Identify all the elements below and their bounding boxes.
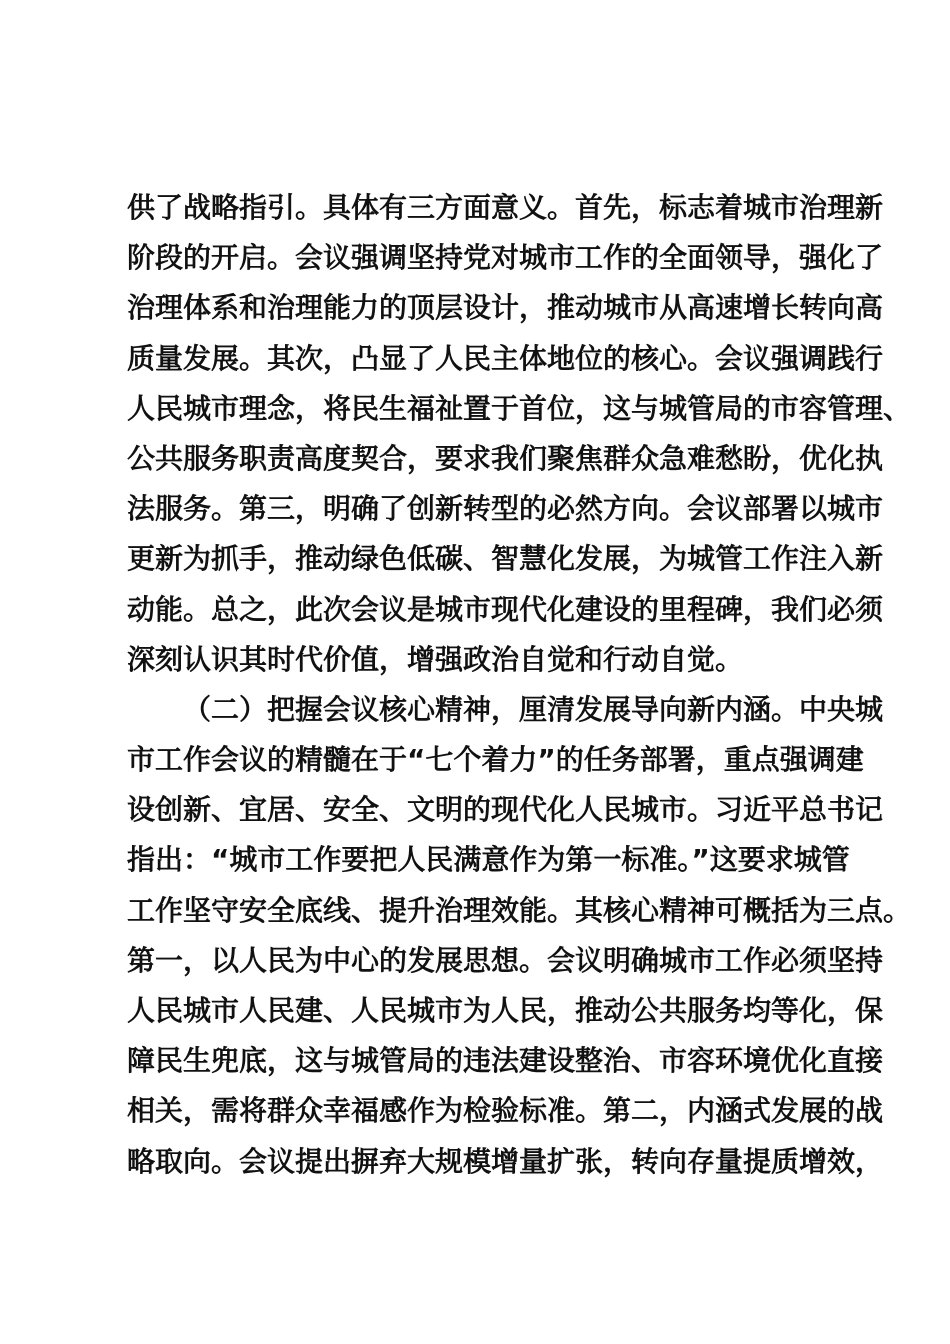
text-line: 略取向。会议提出摒弃大规模增量扩张，转向存量提质增效， — [127, 1144, 884, 1178]
text-line: 人民城市人民建、人民城市为人民，推动公共服务均等化，保 — [127, 994, 884, 1027]
text-line: 指出：“城市工作要把人民满意作为第一标准。”这要求城管 — [127, 843, 850, 877]
text-line: 治理体系和治理能力的顶层设计，推动城市从高速增长转向高 — [127, 291, 884, 325]
text-line: 相关，需将群众幸福感作为检验标准。第二，内涵式发展的战 — [127, 1094, 884, 1128]
text-line: 深刻认识其时代价值，增强政治自觉和行动自觉。 — [127, 642, 744, 676]
text-line: 法服务。第三，明确了创新转型的必然方向。会议部署以城市 — [127, 492, 884, 526]
text-line: 供了战略指引。具体有三方面意义。首先，标志着城市治理新 — [127, 191, 884, 224]
text-line: 质量发展。其次，凸显了人民主体地位的核心。会议强调践行 — [127, 341, 884, 375]
text-line: 第一，以人民为中心的发展思想。会议明确城市工作必须坚持 — [127, 943, 884, 977]
text-line: 更新为抓手，推动绿色低碳、智慧化发展，为城管工作注入新 — [127, 542, 884, 576]
section-heading-line: （二）把握会议核心精神，厘清发展导向新内涵。中央城 — [183, 692, 884, 726]
text-line: 公共服务职责高度契合，要求我们聚焦群众急难愁盼，优化执 — [127, 441, 884, 475]
text-line: 设创新、宜居、安全、文明的现代化人民城市。习近平总书记 — [127, 793, 884, 827]
text-line: 人民城市理念，将民生福祉置于首位，这与城管局的市容管理、 — [127, 391, 912, 425]
text-line: 动能。总之，此次会议是城市现代化建设的里程碑，我们必须 — [127, 592, 884, 626]
text-line: 市工作会议的精髓在于“七个着力”的任务部署，重点强调建 — [127, 743, 864, 777]
text-line: 阶段的开启。会议强调坚持党对城市工作的全面领导，强化了 — [127, 241, 884, 275]
text-line: 障民生兜底，这与城管局的违法建设整治、市容环境优化直接 — [127, 1044, 884, 1078]
text-line: 工作坚守安全底线、提升治理效能。其核心精神可概括为三点。 — [127, 893, 912, 927]
body-text — [127, 183, 912, 1187]
